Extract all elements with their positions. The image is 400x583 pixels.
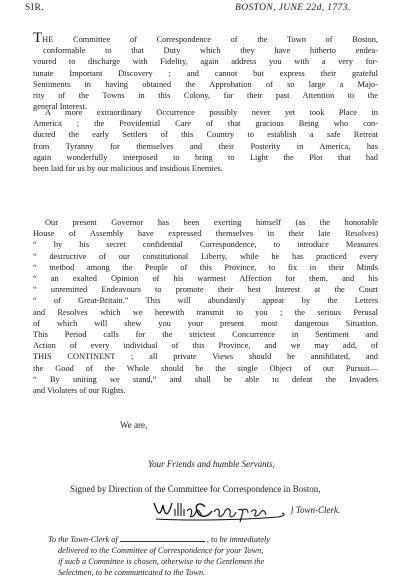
- paragraph-line: “ By uniting we stand,” and shall be able to defeat the Invaders: [33, 374, 378, 384]
- paragraph-line: and Resolves which we herewith transmit to you ; the serious Perusal: [33, 307, 378, 317]
- footer-line: delivered to the Committee of Correspondence for your Town,: [58, 546, 264, 555]
- paragraph-line: “ by his secret confidential Correspondence, to introduce Measures: [33, 240, 378, 250]
- paragraph-line: Our present Governor has been exerting himself (as the honorable: [45, 218, 378, 227]
- paragraph-line: voured to discharge with Fidelity, again address you with a very for-: [33, 57, 378, 67]
- paragraph-line: been laid for us by our malicious and insidious Enemies.: [33, 164, 223, 174]
- delivery-instructions: [48, 534, 383, 578]
- closing-signed-by: Signed by Direction of the Committee for Correspondence in Boston,: [70, 484, 321, 494]
- signature-role: } Town-Clerk.: [290, 505, 341, 515]
- paragraph-line: “ an exalted Opinion of his warmest Affection for them, and his: [33, 274, 378, 284]
- paragraph-line: “ destructive of our constitutional Liberty, while he has practiced every: [33, 251, 378, 261]
- paragraph-line: A more extraordinary Occurrence possibly never yet took Place in: [45, 108, 378, 117]
- closing-we-are: We are,: [120, 420, 148, 430]
- paragraph-3: [33, 217, 378, 396]
- closing-friends: Your Friends and humble Servants,: [148, 459, 275, 469]
- drop-cap: T: [33, 30, 43, 46]
- paragraph-line: THE Committee of Correspondence of the Town of Boston,: [33, 30, 378, 46]
- paragraph-line: and Violaters of our Rights.: [33, 386, 126, 396]
- footer-line: To the Town-Clerk of , to be immediately: [48, 535, 270, 544]
- paragraph-line: again wonderfully interposed to bring to Light the Plot that had: [33, 152, 378, 162]
- handwritten-signature: [150, 497, 300, 523]
- paragraph-2: [33, 107, 378, 174]
- footer-line: Selectmen, to be communicated to the Town.: [58, 568, 206, 577]
- blank-town-line: [120, 534, 205, 542]
- paragraph-line: general Interest.: [33, 102, 87, 112]
- paragraph-line: rity of the Towns in this Colony, for their past Attention to the: [33, 91, 378, 101]
- paragraph-line: “ unremitted Endeavours to promote their best Interest at the Court: [33, 285, 378, 295]
- paragraph-line: House of Assembly have expressed themselves in their late Resolves): [33, 229, 378, 239]
- paragraph-line: THIS CONTINENT ; all private Views should be annihilated, and: [33, 352, 378, 362]
- paragraph-line: from Tyranny for themselves and their Posterity in America, has: [33, 141, 378, 151]
- paragraph-1: [33, 30, 378, 112]
- paragraph-line: Sentiments in having obtained the Approbation of so large a Majo-: [33, 79, 378, 89]
- salutation: SIR.: [25, 3, 45, 13]
- paragraph-line: the Good of the Whole should be the single Object of our Pursuit—: [33, 363, 378, 373]
- paragraph-line: “ method among the People of this Province, to fix in their Minds: [33, 262, 378, 272]
- paragraph-line: “ of Great-Britain.” This will abundantly appear by the Letters: [33, 296, 378, 306]
- paragraph-line: ducted the early Settlers of this Country to establish a safe Retreat: [33, 130, 378, 140]
- paragraph-line: America ; the Providential Care of that gracious Being who con-: [33, 119, 378, 129]
- paragraph-line: This Period calls for the strictest Concurrence in Sentiment and: [33, 330, 378, 340]
- paragraph-line: tunate Important Discovery ; and cannot but express their grateful: [33, 68, 378, 78]
- paragraph-line: Action of every individual of this Province, and we may add, of: [33, 341, 378, 351]
- dateline: BOSTON, JUNE 22d, 1773.: [235, 3, 351, 13]
- paragraph-line: of which will shew you your present most dangerous Situation.: [33, 318, 378, 328]
- paragraph-line: conformable to that Duty which they have hitherto endea-: [43, 46, 378, 56]
- footer-line: if such a Committee is chosen, otherwise to the Gentlemen the: [58, 557, 265, 566]
